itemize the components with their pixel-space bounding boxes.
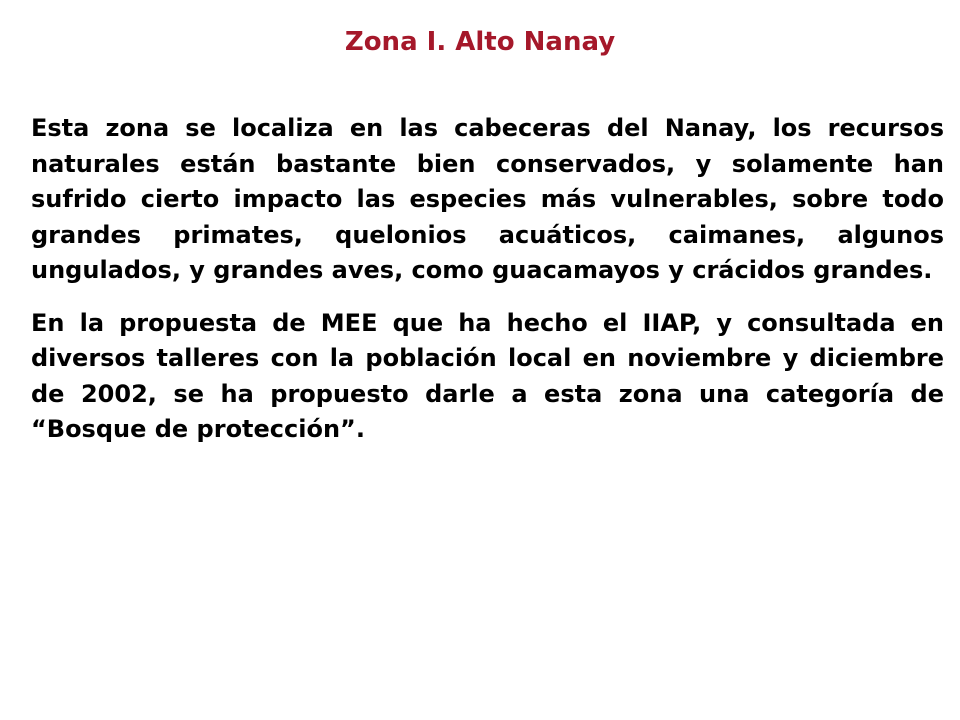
paragraph-description: Esta zona se localiza en las cabeceras del Nanay, los recursos naturales están bastante bien conservados, y solamente han sufrido cierto impacto las especies más vulnerables, sobre todo grandes primates, quelonios acuáticos, caimanes, algunos ungulados, y grandes aves, como guacamayos y crácidos grandes. <box>31 114 944 284</box>
slide-body <box>31 111 944 448</box>
slide-title: Zona I. Alto Nanay <box>344 27 616 57</box>
paragraph-proposal: En la propuesta de MEE que ha hecho el IIAP, y consultada en diversos talleres con la población local en noviembre y diciembre de 2002, se ha propuesto darle a esta zona una categoría de “Bosque de protección”. <box>31 308 944 443</box>
